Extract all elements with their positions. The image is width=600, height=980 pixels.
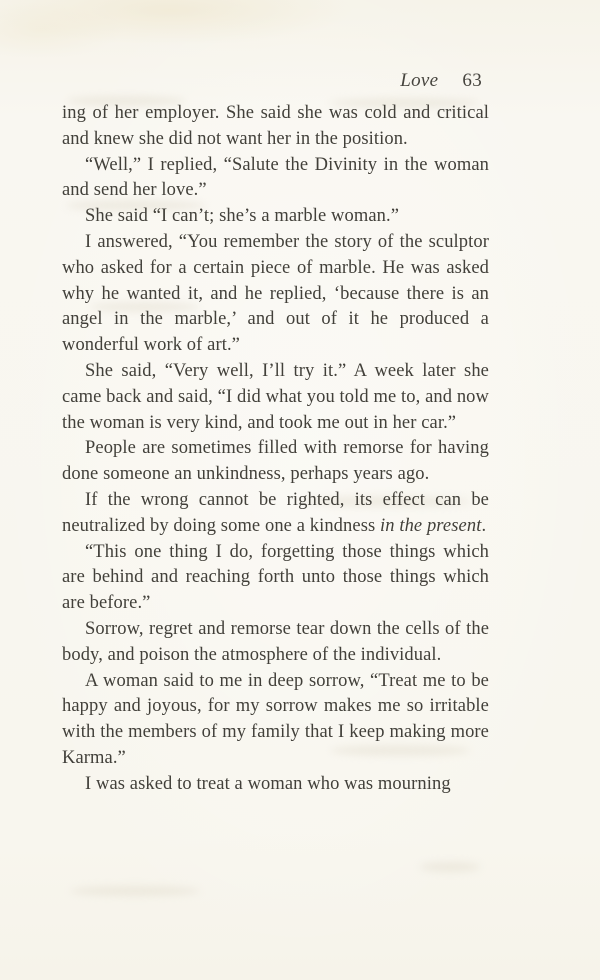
text-run: A woman said to me in deep sorrow, “Treat me to be happy and joyous, for my sorrow makes me so irritable with the members of my family that I keep making more Karma.” bbox=[62, 670, 489, 768]
paragraph bbox=[62, 669, 489, 772]
paragraph bbox=[62, 436, 489, 488]
text-run: She said, “Very well, I’ll try it.” A week later she came back and said, “I did what you told me to, and now the woman is very kind, and took me out in her car.” bbox=[62, 360, 489, 433]
text-run: . bbox=[481, 515, 487, 536]
text-run: I was asked to treat a woman who was mourning bbox=[85, 773, 451, 794]
text-run: Sorrow, regret and remorse tear down the cells of the body, and poison the atmosphere of the individual. bbox=[62, 618, 489, 665]
paragraph bbox=[62, 617, 489, 669]
paragraph bbox=[62, 230, 489, 359]
text-run: I answered, “You remember the story of the sculptor who asked for a certain piece of marble. He was asked why he wanted it, and he replied, ‘because there is an angel in the marble,’ and out of it he produced a wonderful work of art.” bbox=[62, 231, 489, 356]
text-run: People are sometimes filled with remorse for having done someone an unkindness, perhaps years ago. bbox=[62, 438, 489, 485]
text-run: She said “I can’t; she’s a marble woman.” bbox=[85, 206, 400, 227]
text-run: “This one thing I do, forgetting those things which are behind and reaching forth unto those things which are before.” bbox=[62, 541, 489, 614]
paragraph bbox=[62, 101, 489, 153]
text-run: ing of her employer. She said she was cold and critical and knew she did not want her in the position. bbox=[62, 103, 489, 149]
running-title: Love bbox=[400, 70, 439, 91]
running-head bbox=[62, 70, 482, 92]
paragraph bbox=[62, 359, 489, 436]
paragraph bbox=[62, 204, 489, 230]
paragraph bbox=[62, 540, 489, 617]
text-run: If the wrong cannot be righted, its effect can be neutralized by doing some one a kindness bbox=[62, 489, 489, 536]
page-body bbox=[62, 101, 489, 798]
italic-text-run: in the present bbox=[380, 515, 482, 536]
paragraph bbox=[62, 488, 489, 540]
text-run: “Well,” I replied, “Salute the Divinity in the woman and send her love.” bbox=[62, 154, 489, 201]
paragraph bbox=[62, 772, 489, 798]
paragraph bbox=[62, 153, 489, 205]
page-number: 63 bbox=[462, 70, 482, 91]
